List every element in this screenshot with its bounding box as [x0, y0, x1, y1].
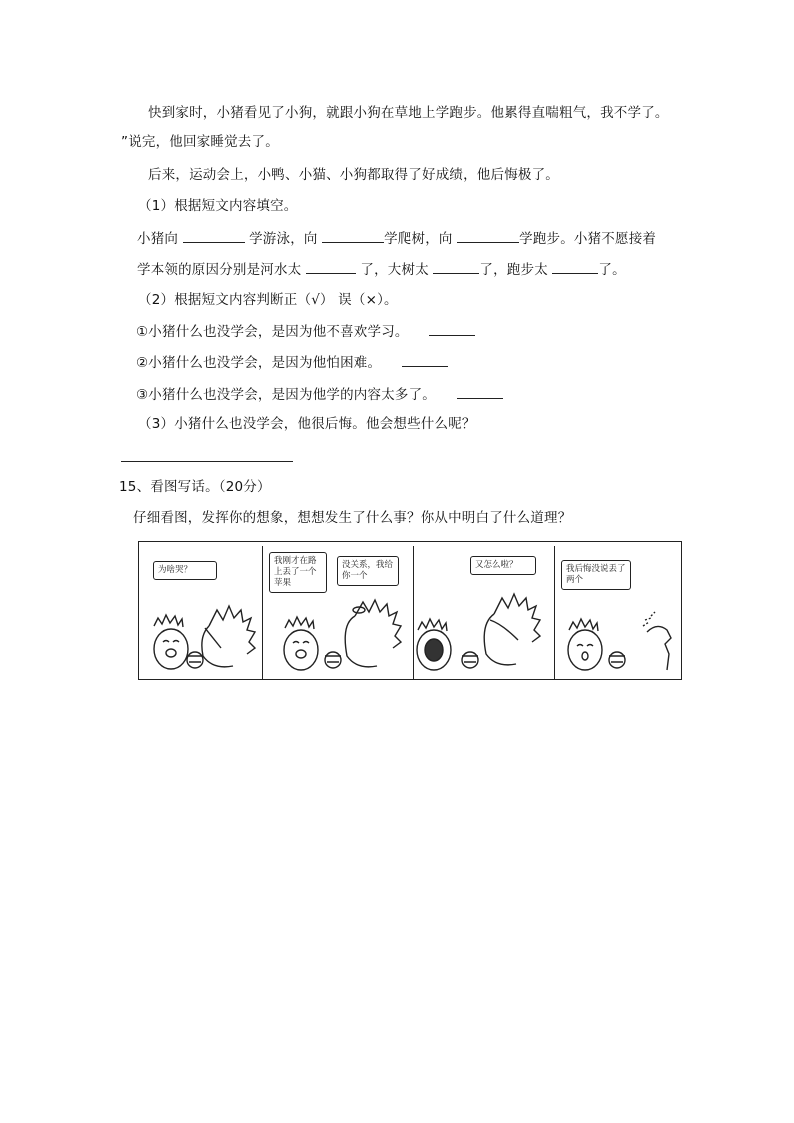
speech-bubble: 我刚才在路上丢了一个苹果	[269, 552, 327, 593]
answer-blank[interactable]	[552, 260, 598, 274]
q2-title: （2）根据短文内容判断正（√） 误（×）。	[138, 292, 398, 308]
q1-text-h: 了。	[598, 262, 626, 278]
q1-text-f: 了，大树太	[360, 262, 429, 278]
answer-blank[interactable]	[183, 229, 245, 243]
q1-text-e: 学本领的原因分别是河水太	[137, 262, 302, 278]
speech-bubble: 为啥哭？	[153, 561, 217, 580]
q2-item-2	[136, 353, 448, 372]
q1-text-d: 学跑步。小猪不愿接着	[519, 231, 657, 247]
q2-item-1	[136, 322, 475, 341]
hedgehogs-illustration	[263, 546, 413, 679]
hedgehogs-illustration	[139, 546, 262, 679]
speech-bubble: 又怎么啦？	[470, 556, 536, 575]
comic-panel-3	[414, 546, 555, 679]
q2-item-3	[136, 385, 503, 404]
q1-fill-line-1	[137, 229, 656, 248]
answer-blank[interactable]	[457, 385, 503, 399]
question-15-heading: 15、看图写话。（20分）	[119, 479, 271, 495]
answer-blank[interactable]	[121, 448, 293, 462]
q1-text-b: 学游泳，向	[249, 231, 318, 247]
q1-title: （1）根据短文内容填空。	[138, 198, 298, 214]
hedgehogs-illustration	[555, 546, 681, 679]
q2-item-text: ②小猪什么也没学会，是因为他怕困难。	[136, 355, 382, 371]
q3-title: （3）小猪什么也没学会，他很后悔。他会想些什么呢？	[138, 416, 476, 432]
q1-text-c: 学爬树，向	[384, 231, 453, 247]
comic-panel-4	[555, 546, 681, 679]
question-15-prompt: 仔细看图，发挥你的想象，想想发生了什么事？你从中明白了什么道理？	[133, 510, 572, 526]
q1-fill-line-2	[137, 260, 626, 279]
answer-blank[interactable]	[457, 229, 519, 243]
comic-panel-2	[263, 546, 414, 679]
q2-item-text: ①小猪什么也没学会，是因为他不喜欢学习。	[136, 324, 409, 340]
passage-line-1: 快到家时，小猪看见了小狗，就跟小狗在草地上学跑步。他累得直喘粗气，我不学了。	[148, 105, 669, 121]
q2-item-text: ③小猪什么也没学会，是因为他学的内容太多了。	[136, 387, 437, 403]
passage-line-2: ”说完，他回家睡觉去了。	[121, 134, 279, 150]
answer-blank[interactable]	[322, 229, 384, 243]
answer-blank[interactable]	[433, 260, 479, 274]
q1-text-a: 小猪向	[137, 231, 179, 247]
comic-strip	[138, 541, 682, 680]
passage-paragraph-2: 后来，运动会上，小鸭、小猫、小狗都取得了好成绩，他后悔极了。	[148, 167, 559, 183]
answer-blank[interactable]	[306, 260, 356, 274]
comic-panel-1	[139, 546, 263, 679]
answer-blank[interactable]	[402, 353, 448, 367]
speech-bubble: 我后悔没说丢了两个	[561, 560, 631, 590]
speech-bubble: 没关系，我给你一个	[337, 556, 399, 586]
q3-answer-line[interactable]	[121, 448, 293, 467]
q1-text-g: 了，跑步太	[479, 262, 548, 278]
hedgehogs-illustration	[414, 546, 554, 679]
answer-blank[interactable]	[429, 322, 475, 336]
